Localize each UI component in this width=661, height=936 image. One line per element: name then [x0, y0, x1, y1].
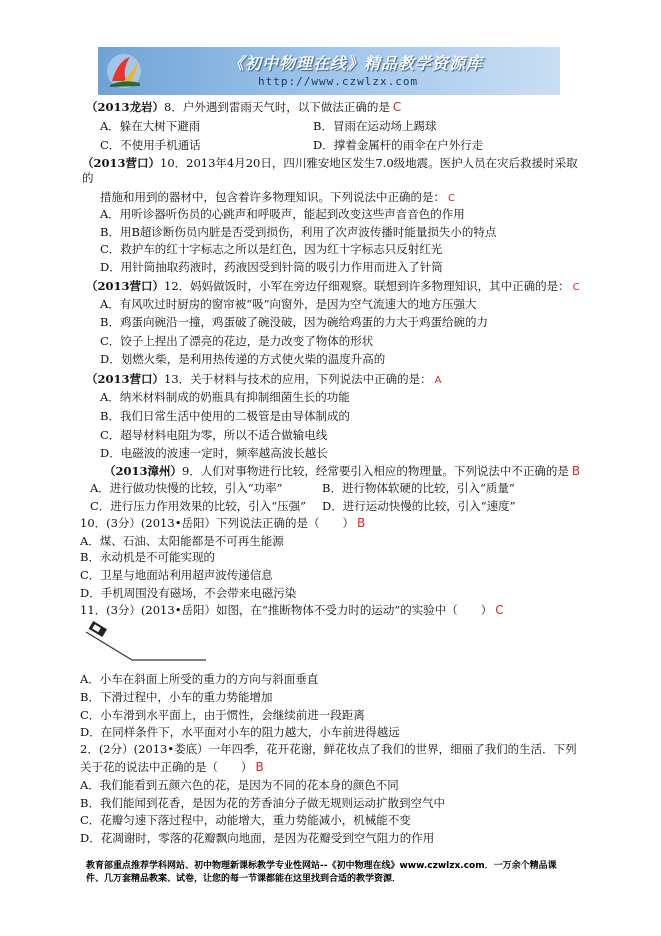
- page-footer: [86, 860, 606, 886]
- q5-stem: （2013漳州）9．人们对事物进行比较，经常要引入相应的物理量。下列说法中不正确的是 B: [104, 464, 581, 478]
- q5-answer: B: [571, 464, 581, 478]
- q5-option-a: A．进行做功快慢的比较，引入“功率”: [90, 481, 283, 495]
- footer-line-2: 件、几万套精品教案、试卷，让您的每一节课都能在这里找到合适的教学资源．: [86, 874, 402, 884]
- q2-answer: C: [448, 193, 455, 204]
- q6-option-a: A．煤、石油、太阳能都是不可再生能源: [80, 534, 284, 548]
- q4-option-d: D．电磁波的波速一定时，频率越高波长越长: [100, 446, 328, 460]
- banner-url[interactable]: http://www.czwlzx.com: [258, 75, 419, 88]
- q1-option-b: B．冒雨在运动场上踢球: [313, 119, 437, 133]
- q2-stem-line3: 措施和用到的器材中，包含着许多物理知识。下列说法中正确的是： C: [100, 190, 455, 204]
- q6-option-c: C．卫星与地面站利用超声波传递信息: [80, 568, 273, 582]
- site-logo-icon: [104, 51, 144, 91]
- q3-option-d: D．划燃火柴，是利用热传递的方式使火柴的温度升高的: [100, 352, 386, 366]
- q2-stem-cont: 的: [82, 171, 94, 185]
- q1-stem: （2013龙岩）8．户外遇到雷雨天气时，以下做法正确的是 C: [86, 100, 402, 114]
- q8-stem: 2．(2分）(2013•娄底）一年四季，花开花谢，鲜花妆点了我们的世界，细丽了我们的生活．下列: [80, 742, 577, 756]
- q7-answer: C: [495, 603, 504, 617]
- q5-option-d: D．进行运动快慢的比较，引入“速度”: [322, 499, 516, 513]
- q6-option-b: B．永动机是不可能实现的: [80, 550, 215, 564]
- q8-option-a: A．我们能看到五颜六色的花，是因为不同的花本身的颜色不同: [80, 778, 399, 792]
- q5-option-c: C．进行压力作用效果的比较，引入“压强”: [90, 499, 307, 513]
- q2-option-a: A．用听诊器听伤员的心跳声和呼吸声，能起到改变这些声音音色的作用: [100, 207, 465, 221]
- q1-option-a: A．躲在大树下避雨: [100, 119, 201, 133]
- q2-option-c: C．救护车的红十字标志之所以是红色，因为红十字标志只反射红光: [100, 242, 443, 256]
- q6-option-d: D．手机周围没有磁场，不会带来电磁污染: [80, 586, 297, 600]
- footer-line-1: 教育部重点推荐学科网站、初中物理新课标教学专业性网站--《初中物理在线》www.czwlzx.com．一万余个精品课: [86, 861, 557, 871]
- q5-option-b: B．进行物体软硬的比较，引入“质量”: [322, 481, 515, 495]
- q7-option-c: C．小车滑到水平面上，由于惯性，会继续前进一段距离: [80, 708, 365, 722]
- q4-answer: A: [434, 375, 442, 386]
- q6-stem: 10．(3分）(2013•岳阳）下列说法正确的是（ ） B: [80, 516, 366, 530]
- header-banner: [98, 47, 560, 95]
- q4-stem: （2013营口）13．关于材料与技术的应用，下列说法中正确的是： A: [86, 372, 442, 386]
- banner-title: 《初中物理在线》精品教学资源库: [228, 54, 484, 73]
- q8-option-d: D．花凋谢时，零落的花瓣飘向地面，是因为花瓣受到空气阻力的作用: [80, 831, 435, 845]
- q2-option-b: B．用B超诊断伤员内脏是否受到损伤，利用了次声波传播时能量损失小的特点: [100, 225, 497, 239]
- q8-stem-cont: 关于花的说法中正确的是（ ） B: [80, 760, 264, 774]
- q1-answer: C: [392, 100, 402, 114]
- q3-stem: （2013营口）12．妈妈做饭时，小军在旁边仔细观察。联想到许多物理知识，其中正确的是： C: [86, 279, 580, 293]
- q7-option-b: B．下滑过程中，小车的重力势能增加: [80, 690, 273, 704]
- q3-option-b: B．鸡蛋向碗沿一撞，鸡蛋破了碗没破，因为碗给鸡蛋的力大于鸡蛋给碗的力: [100, 315, 488, 329]
- q8-answer: B: [255, 760, 264, 774]
- q8-option-b: B．我们能闻到花香，是因为花的芳香油分子做无规则运动扩散到空气中: [80, 796, 445, 810]
- q2-option-d: D．用针筒抽取药液时，药液因受到针筒的吸引力作用而进入了针筒: [100, 260, 443, 274]
- q8-option-c: C．花瓣匀速下落过程中，动能增大，重力势能减小，机械能不变: [80, 813, 411, 827]
- q7-stem: 11．(3分）(2013•岳阳）如图，在“推断物体不受力时的运动”的实验中（ ） C: [80, 603, 504, 617]
- q4-option-c: C．超导材料电阻为零，所以不适合做输电线: [100, 428, 328, 442]
- q2-stem: （2013营口）10．2013年4月20日，四川雅安地区发生7.0级地震。医护人员在灾后救援时采取: [82, 156, 578, 170]
- q7-option-a: A．小车在斜面上所受的重力的方向与斜面垂直: [80, 672, 319, 686]
- q4-option-b: B．我们日常生活中使用的二极管是由导体制成的: [100, 409, 350, 423]
- q1-option-d: D．撑着金属杆的雨伞在户外行走: [313, 138, 484, 152]
- q3-option-a: A．有风吹过时厨房的窗帘被“吸”向窗外，是因为空气流速大的地方压强大: [100, 297, 477, 311]
- q3-option-c: C．饺子上捏出了漂亮的花边，是力改变了物体的形状: [100, 334, 374, 348]
- q4-option-a: A．纳米材料制成的奶瓶具有抑制细菌生长的功能: [100, 390, 350, 404]
- q3-answer: C: [572, 282, 580, 293]
- q6-answer: B: [356, 516, 366, 530]
- q7-option-d: D．在同样条件下，水平面对小车的阻力越大，小车前进得越远: [80, 725, 400, 739]
- incline-cart-figure: [80, 620, 210, 670]
- q1-option-c: C．不使用手机通话: [100, 138, 201, 152]
